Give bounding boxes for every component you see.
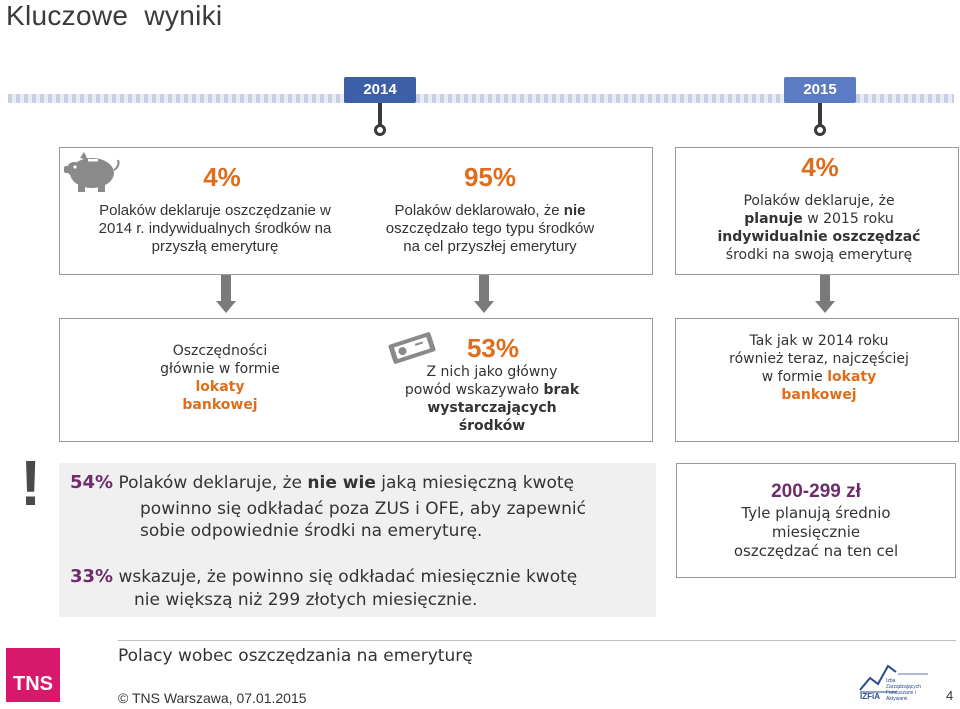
footer-divider [118,640,956,641]
mid-left-line1: Oszczędności [172,343,268,359]
page-title: Kluczowe wyniki [6,0,223,31]
mid-mid-stat: 53% [466,333,520,363]
mid-right-bankowej: bankowej [781,387,857,403]
mid-mid-line2: powód wskazywało [404,382,544,398]
tns-logo [6,648,60,702]
bottom-54-pct: 54% [70,472,114,493]
mid-right-text [680,332,958,404]
bottom-right-text [676,504,956,561]
timeline-pin-dot-2014 [374,124,386,136]
bottom-p2-a: wskazuje, że powinno się odkładać miesięcznie kwotę [113,567,578,587]
top-right-line4: środki na swoją emeryturę [725,247,913,263]
down-arrow-icon [815,275,835,315]
mid-mid-brak: brak [543,382,580,398]
footer-copyright: © TNS Warszawa, 07.01.2015 [118,690,307,706]
top-mid-line2: oszczędzało tego typu środków [385,220,595,237]
mid-right-line3a: w formie [761,369,828,385]
mid-mid-line3: wystarczających [427,400,557,416]
bottom-right-line2: miesięcznie [771,523,861,541]
mid-right-line2: również teraz, najczęściej [729,351,909,367]
timeline-pin-dot-2015 [814,124,826,136]
mid-mid-line4: środków [458,418,526,434]
top-right-stat: 4% [801,152,839,182]
izfia-logo [856,656,930,704]
top-mid-line3: na cel przyszłej emerytury [403,238,577,255]
bottom-p1-line2: powinno się odkładać poza ZUS i OFE, aby zapewnić [140,499,586,519]
mid-right-line1: Tak jak w 2014 roku [749,333,889,349]
piggy-bank-icon [62,150,122,194]
exclamation-icon: ! [20,447,42,519]
top-mid-stat: 95% [463,162,517,192]
bottom-right-stat: 200-299 zł [771,481,861,502]
down-arrow-icon [216,275,236,315]
bottom-left-paragraph-1 [70,472,652,494]
bottom-p1-bold: nie wie [307,473,376,493]
top-mid-text [360,202,620,256]
bottom-right-line3: oszczędzać na ten cel [733,542,899,560]
down-arrow-icon [474,275,494,315]
izfia-full-name: Izba Zarządzających Funduszami i Aktywami [886,678,922,702]
top-left-text: Polaków deklaruje oszczędzanie w 2014 r. indywidualnych środków na przyszłą emeryturę [98,202,332,255]
timeline-pin-2015 [818,103,822,125]
bottom-33-pct: 33% [70,566,114,587]
year-2014-badge: 2014 [344,77,416,103]
top-right-line1: Polaków deklaruje, że [743,193,895,209]
mid-left-lokaty: lokaty [195,379,245,395]
bottom-p1-b: jaką miesięczną kwotę [375,473,575,493]
page-number: 4 [946,688,954,703]
top-right-bold-oszczedzac: indywidualnie oszczędzać [717,229,921,245]
bottom-right-line1: Tyle planują średnio [741,504,891,522]
top-mid-bold: nie [563,202,586,219]
mid-left-line2: głównie w formie [160,361,280,377]
bottom-p1-line3: sobie odpowiednie środki na emeryturę. [140,521,483,541]
mid-left-bankowej: bankowej [182,397,258,413]
izfia-logo-text: IZFiA [860,692,880,701]
top-mid-line1: Polaków deklarowało, że [394,202,564,219]
mid-right-lokaty: lokaty [827,369,877,385]
top-right-line2-rest: w 2015 roku [802,211,894,227]
top-right-bold-planuje: planuje [744,211,803,227]
bottom-left-paragraph-2 [70,566,652,588]
mid-mid-line1: Z nich jako główny [426,364,558,380]
mid-mid-text [392,363,592,435]
top-right-text [680,192,958,264]
mid-left-text [120,342,320,414]
tns-logo-text: TNS [13,673,53,695]
footer-subtitle: Polacy wobec oszczędzania na emeryturę [118,646,473,666]
top-left-stat: 4% [203,162,241,192]
timeline-pin-2014 [378,103,382,125]
bottom-p1-a: Polaków deklaruje, że [113,473,308,493]
bottom-p2-line2: nie większą niż 299 złotych miesięcznie. [134,590,478,610]
year-2015-badge: 2015 [784,77,856,103]
banknote-icon [386,330,438,366]
